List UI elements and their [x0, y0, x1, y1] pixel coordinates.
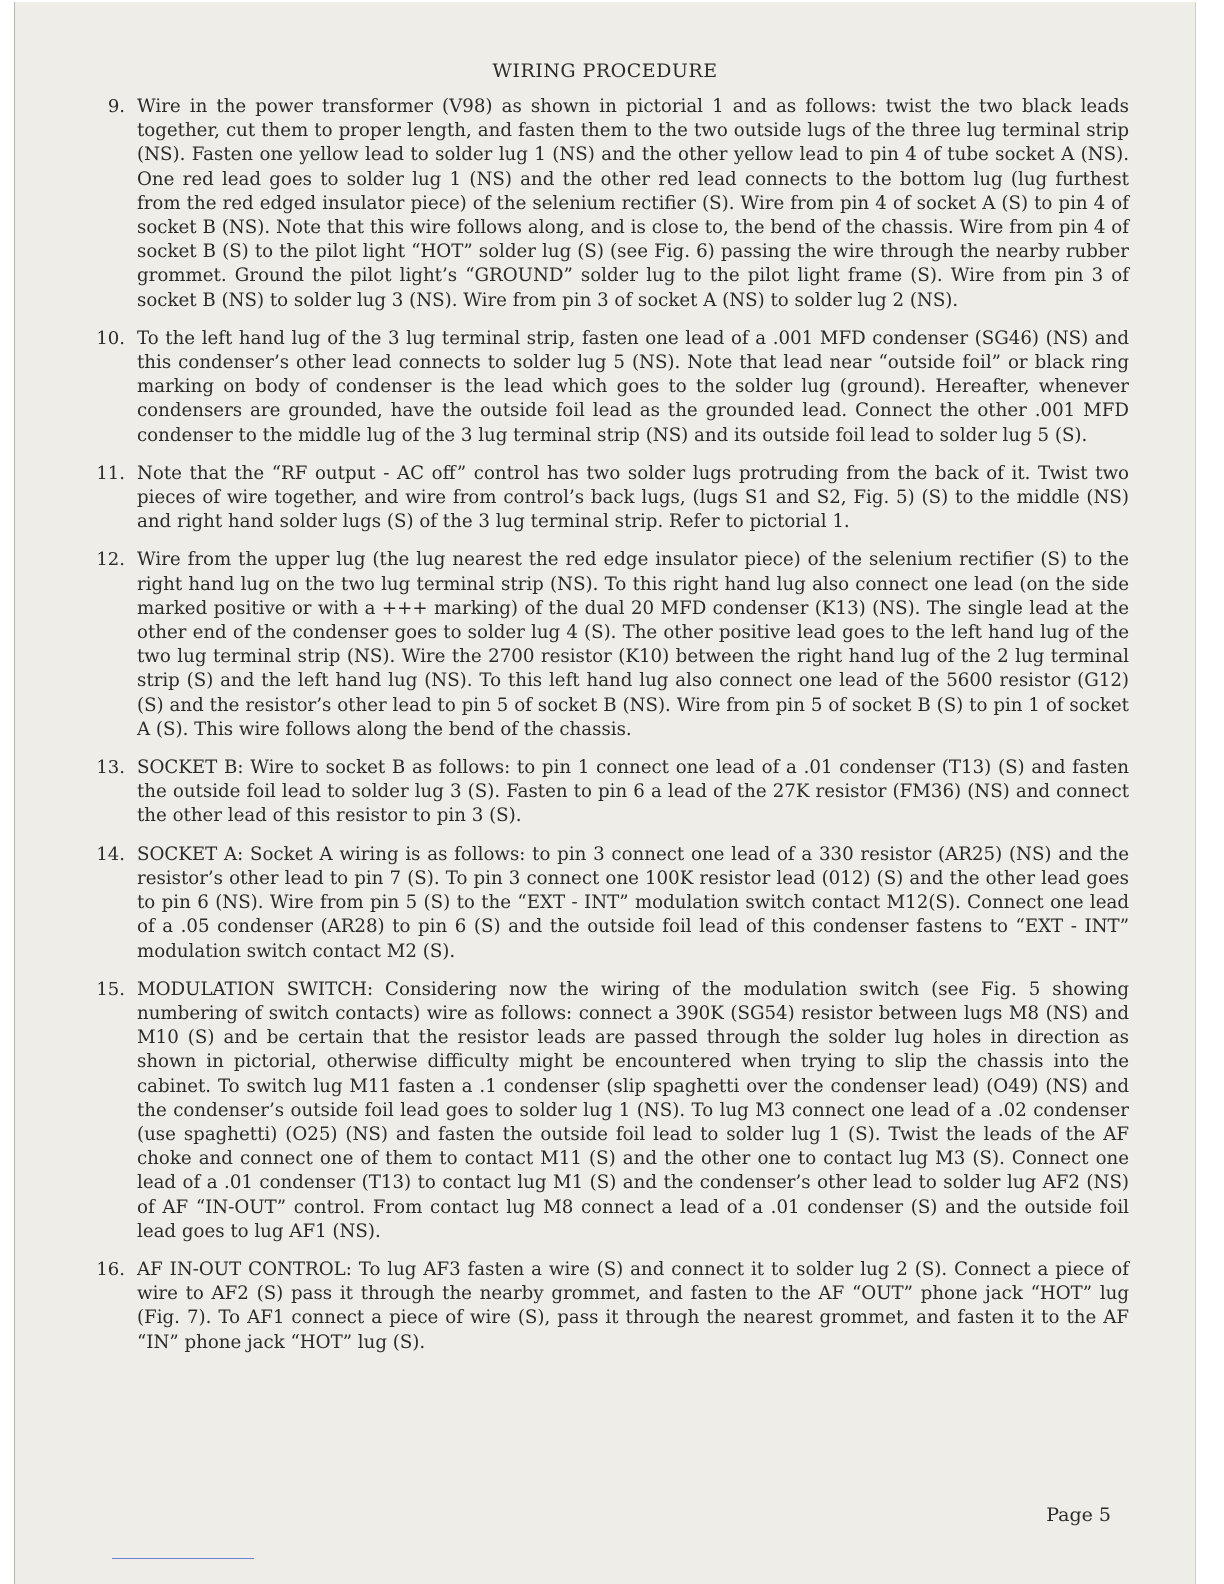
- step-text: SOCKET B: Wire to socket B as follows: to pin 1 connect one lead of a .01 condenser (T13) (S) and fasten the outside foil lead to solder lug 3 (S). Fasten to pin 6 a lead of the 27K resistor (FM36) (NS) and connect the other lead of this resistor to pin 3 (S).: [137, 757, 1129, 827]
- step-13: [91, 756, 1129, 829]
- step-16: [91, 1258, 1129, 1355]
- step-9: [91, 95, 1129, 313]
- scan-edge-line: [112, 1558, 254, 1559]
- step-10: [91, 327, 1129, 448]
- step-number: 10.: [96, 327, 125, 349]
- step-text: AF IN-OUT CONTROL: To lug AF3 fasten a wire (S) and connect it to solder lug 2 (S). Connect a piece of wire to AF2 (S) pass it through the nearby grommet, and fasten to the AF “OUT” phone jack “HOT” lug (Fig. 7). To AF1 connect a piece of wire (S), pass it through the nearest grommet, and fasten it to the AF “IN” phone jack “HOT” lug (S).: [137, 1258, 1129, 1353]
- step-text: Wire in the power transformer (V98) as shown in pictorial 1 and as follows: twist the two black leads together, cut them to proper length, and fasten them to the two outside lugs of the three lug terminal strip (NS). Fasten one yellow lead to solder lug 1 (NS) and the other yellow lead to pin 4 of tube socket A (NS). One red lead goes to solder lug 1 (NS) and the other red lead connects to the bottom lug (lug furthest from the red edged insulator piece) of the selenium rectifier (S). Wire from pin 4 of socket A (S) to pin 4 of socket B (NS). Note that this wire follows along, and is close to, the bend of the chassis. Wire from pin 4 of socket B (S) to the pilot light “HOT” solder lug (S) (see Fig. 6) passing the wire through the nearby rubber grommet. Ground the pilot light’s “GROUND” solder lug to the pilot light frame (S). Wire from pin 3 of socket B (NS) to solder lug 3 (NS). Wire from pin 3 of socket A (NS) to solder lug 2 (NS).: [137, 96, 1129, 311]
- step-text: Note that the “RF output - AC off” control has two solder lugs protruding from the back of it. Twist two pieces of wire together, and wire from control’s back lugs, (lugs S1 and S2, Fig. 5) (S) to the middle (NS) and right hand solder lugs (S) of the 3 lug terminal strip. Refer to pictorial 1.: [137, 462, 1129, 533]
- page-title: WIRING PROCEDURE: [492, 60, 718, 82]
- step-text: Wire from the upper lug (the lug nearest the red edge insulator piece) of the selenium rectifier (S) to the right hand lug on the two lug terminal strip (NS). To this right hand lug also connect one lead (on the side marked positive or with a +++ marking) of the dual 20 MFD condenser (K13) (NS). The single lead at the other end of the condenser goes to solder lug 4 (S). The other positive lead goes to the left hand lug of the two lug terminal strip (NS). Wire the 2700 resistor (K10) between the right hand lug of the 2 lug terminal strip (S) and the left hand lug (NS). To this left hand lug also connect one lead of the 5600 resistor (G12) (S) and the resistor’s other lead to pin 5 of socket B (NS). Wire from pin 5 of socket B (S) to pin 1 of socket A (S). This wire follows along the bend of the chassis.: [137, 549, 1129, 740]
- step-number: 16.: [96, 1258, 125, 1280]
- step-11: [91, 462, 1129, 535]
- wiring-steps-list: [91, 95, 1129, 1369]
- step-number: 13.: [96, 757, 125, 779]
- step-text: MODULATION SWITCH: Considering now the wiring of the modulation switch (see Fig. 5 showing numbering of switch contacts) wire as follows: connect a 390K (SG54) resistor between lugs M8 (NS) and M10 (S) and be certain that the resistor leads are passed through the solder lug holes in direction as shown in pictorial, otherwise difficulty might be encountered when trying to slip the chassis into the cabinet. To switch lug M11 fasten a .1 condenser (slip spaghetti over the condenser lead) (O49) (NS) and the condenser’s outside foil lead goes to solder lug 1 (NS). To lug M3 connect one lead of a .02 condenser (use spaghetti) (O25) (NS) and fasten the outside foil lead to solder lug 1 (S). Twist the leads of the AF choke and connect one of them to contact M11 (S) and the other one to contact lug M3 (S). Connect one lead of a .01 condenser (T13) to contact lug M1 (S) and the condenser’s other lead to solder lug AF2 (NS) of AF “IN-OUT” control. From contact lug M8 connect a lead of a .01 condenser (S) and the outside foil lead goes to lug AF1 (NS).: [137, 978, 1129, 1242]
- step-number: 11.: [96, 462, 125, 484]
- step-number: 9.: [107, 96, 125, 117]
- page-number: Page 5: [1046, 1504, 1111, 1526]
- step-text: SOCKET A: Socket A wiring is as follows: to pin 3 connect one lead of a 330 resistor (AR25) (NS) and the resistor’s other lead to pin 7 (S). To pin 3 connect one 100K resistor lead (012) (S) and the other lead goes to pin 6 (NS). Wire from pin 5 (S) to the “EXT - INT” modulation switch contact M12(S). Connect one lead of a .05 condenser (AR28) to pin 6 (S) and the outside foil lead of this condenser fastens to “EXT - INT” modulation switch contact M2 (S).: [137, 843, 1129, 962]
- step-number: 14.: [96, 843, 125, 865]
- step-number: 15.: [96, 978, 125, 1000]
- step-15: [91, 978, 1129, 1244]
- step-text: To the left hand lug of the 3 lug terminal strip, fasten one lead of a .001 MFD condenser (SG46) (NS) and this condenser’s other lead connects to solder lug 5 (NS). Note that lead near “outside foil” or black ring marking on body of condenser is the lead which goes to the solder lug (ground). Hereafter, whenever condensers are grounded, have the outside foil lead as the grounded lead. Connect the other .001 MFD condenser to the middle lug of the 3 lug terminal strip (NS) and its outside foil lead to solder lug 5 (S).: [137, 327, 1129, 446]
- step-number: 12.: [96, 549, 125, 571]
- step-14: [91, 843, 1129, 964]
- step-12: [91, 548, 1129, 742]
- document-page: [14, 2, 1196, 1584]
